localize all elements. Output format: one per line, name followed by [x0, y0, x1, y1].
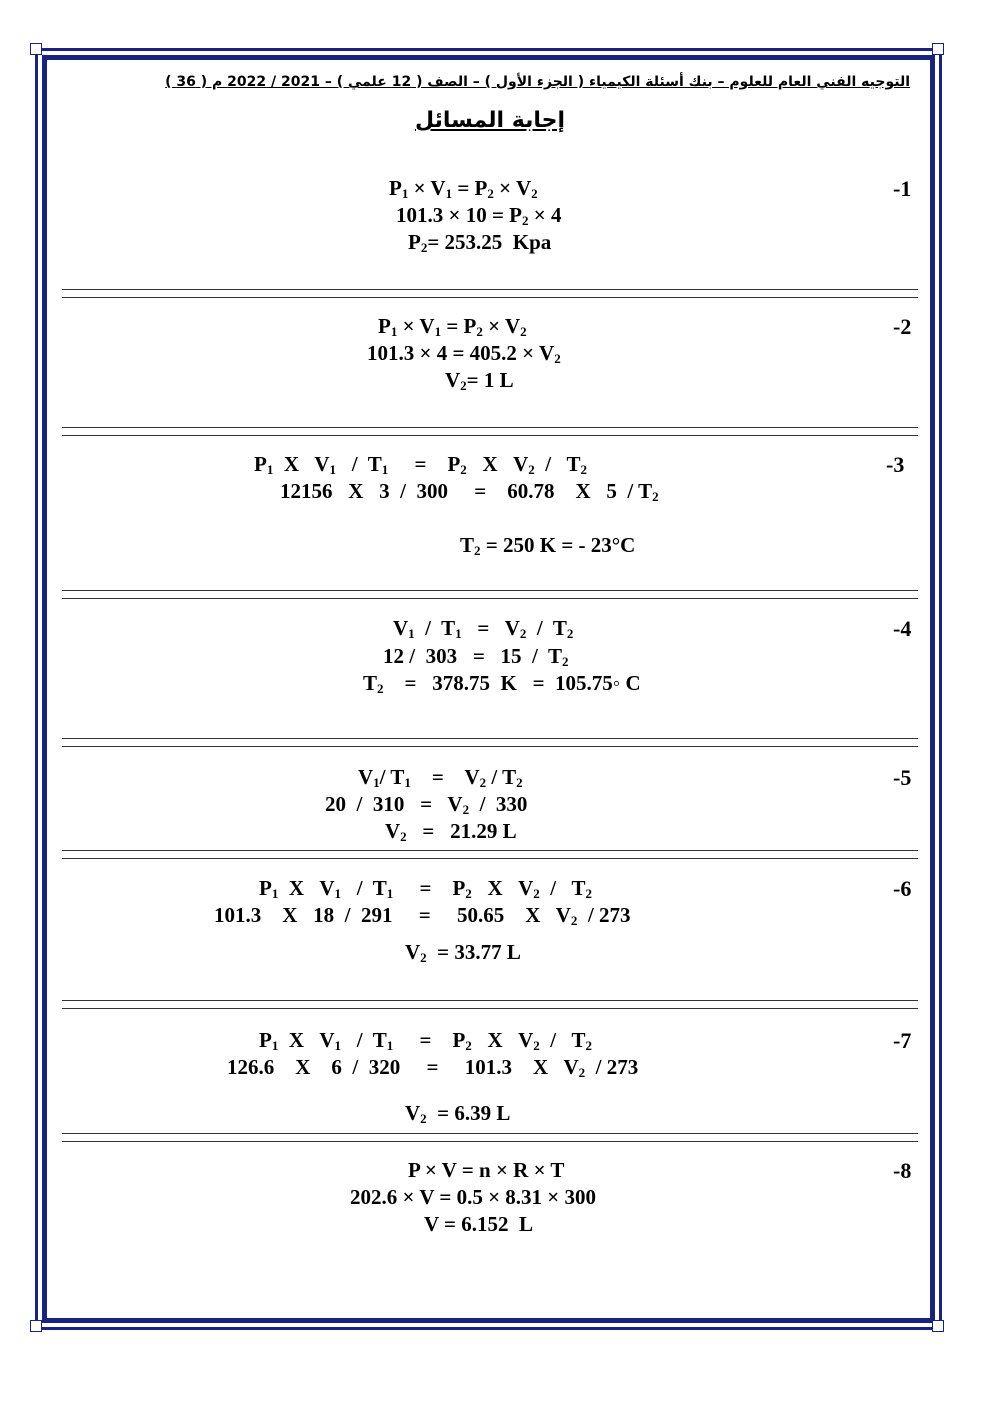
problem-number: -8: [893, 1158, 912, 1183]
separator: [62, 850, 918, 859]
equation-line: $P_1 \times V_1 = P_2 \times V_2$: [378, 314, 527, 339]
equation-line: $T_2$ = 378.75 K = 105.75◦ C: [363, 671, 641, 696]
problem-number: -1: [893, 176, 912, 201]
equation-line: 126.6 X 6 / 320 = 101.3 X $V_2 / 273$: [227, 1055, 639, 1080]
equation-line: $101.3 \times 10 = P_2 \times 4$: [396, 203, 562, 228]
equation-line: $T_2 = 250$ K = - 23°C: [460, 533, 636, 558]
corner-ornament-top-right: [932, 43, 944, 55]
equation-line: V = 6.152 L: [424, 1212, 534, 1236]
separator: [62, 738, 918, 747]
separator: [62, 427, 918, 436]
problem-number: -5: [893, 765, 912, 790]
separator: [62, 1133, 918, 1142]
separator: [62, 1000, 918, 1009]
equation-line: $V_1/$ $T_1$ = $V_2 / T_2$: [358, 765, 523, 790]
equation-line: $V_2 = 6.39$ L: [405, 1101, 511, 1126]
equation-line: P × V = n × R × T: [408, 1158, 565, 1182]
problem-number: -3: [886, 452, 905, 477]
page-title: إجابة المسائل: [414, 108, 565, 133]
separator: [62, 289, 918, 298]
equation-line: $V_2 = 21.29$ L: [385, 819, 517, 844]
equation-line: $P_1$ X $V_1 / T_1$ = $P_2$ X $V_2 / T_2$: [259, 1028, 592, 1053]
problem-number: -4: [893, 616, 912, 641]
equation-line: $P_1$ X $V_1 / T_1$ = $P_2$ X $V_2 / T_2$: [259, 876, 592, 901]
problem-number: -7: [893, 1028, 912, 1053]
equation-line: 101.3 X 18 / 291 = 50.65 X $V_2 / 273$: [214, 903, 631, 928]
equation-line: 12156 X 3 / 300 = 60.78 X $5 / T_2$: [280, 479, 659, 504]
equation-line: $V_2 = 33.77$ L: [405, 940, 521, 965]
equation-line: $V_1 / T_1 = V_2 / T_2$: [393, 616, 574, 641]
equation-line: $P_1$ X $V_1 / T_1$ = $P_2$ X $V_2 / T_2$: [254, 452, 587, 477]
corner-ornament-top-left: [30, 43, 42, 55]
equation-line: $101.3 \times 4 = 405.2 \times V_2$: [367, 341, 561, 366]
equation-line: $V_2= 1$ L: [445, 368, 514, 393]
equation-line: $P_2= 253.25$ Kpa: [408, 230, 552, 255]
corner-ornament-bottom-right: [932, 1320, 944, 1332]
problem-number: -2: [893, 314, 912, 339]
equation-line: 202.6 × V = 0.5 × 8.31 × 300: [350, 1185, 597, 1209]
separator: [62, 590, 918, 599]
equation-line: $P_1 \times V_1 = P_2 \times V_2$: [389, 176, 538, 201]
equation-line: $12 / 303 = 15 / T_2$: [383, 644, 569, 669]
equation-line: $20 / 310 = V_2 / 330$: [325, 792, 528, 817]
problem-number: -6: [893, 876, 912, 901]
corner-ornament-bottom-left: [30, 1320, 42, 1332]
page-header: التوجيه الفني العام للعلوم – بنك أسئلة الكيمياء ( الجزء الأول ) – الصف ( 12 علمي ) – 2021 / 2022 م ( 36 ): [165, 74, 910, 90]
